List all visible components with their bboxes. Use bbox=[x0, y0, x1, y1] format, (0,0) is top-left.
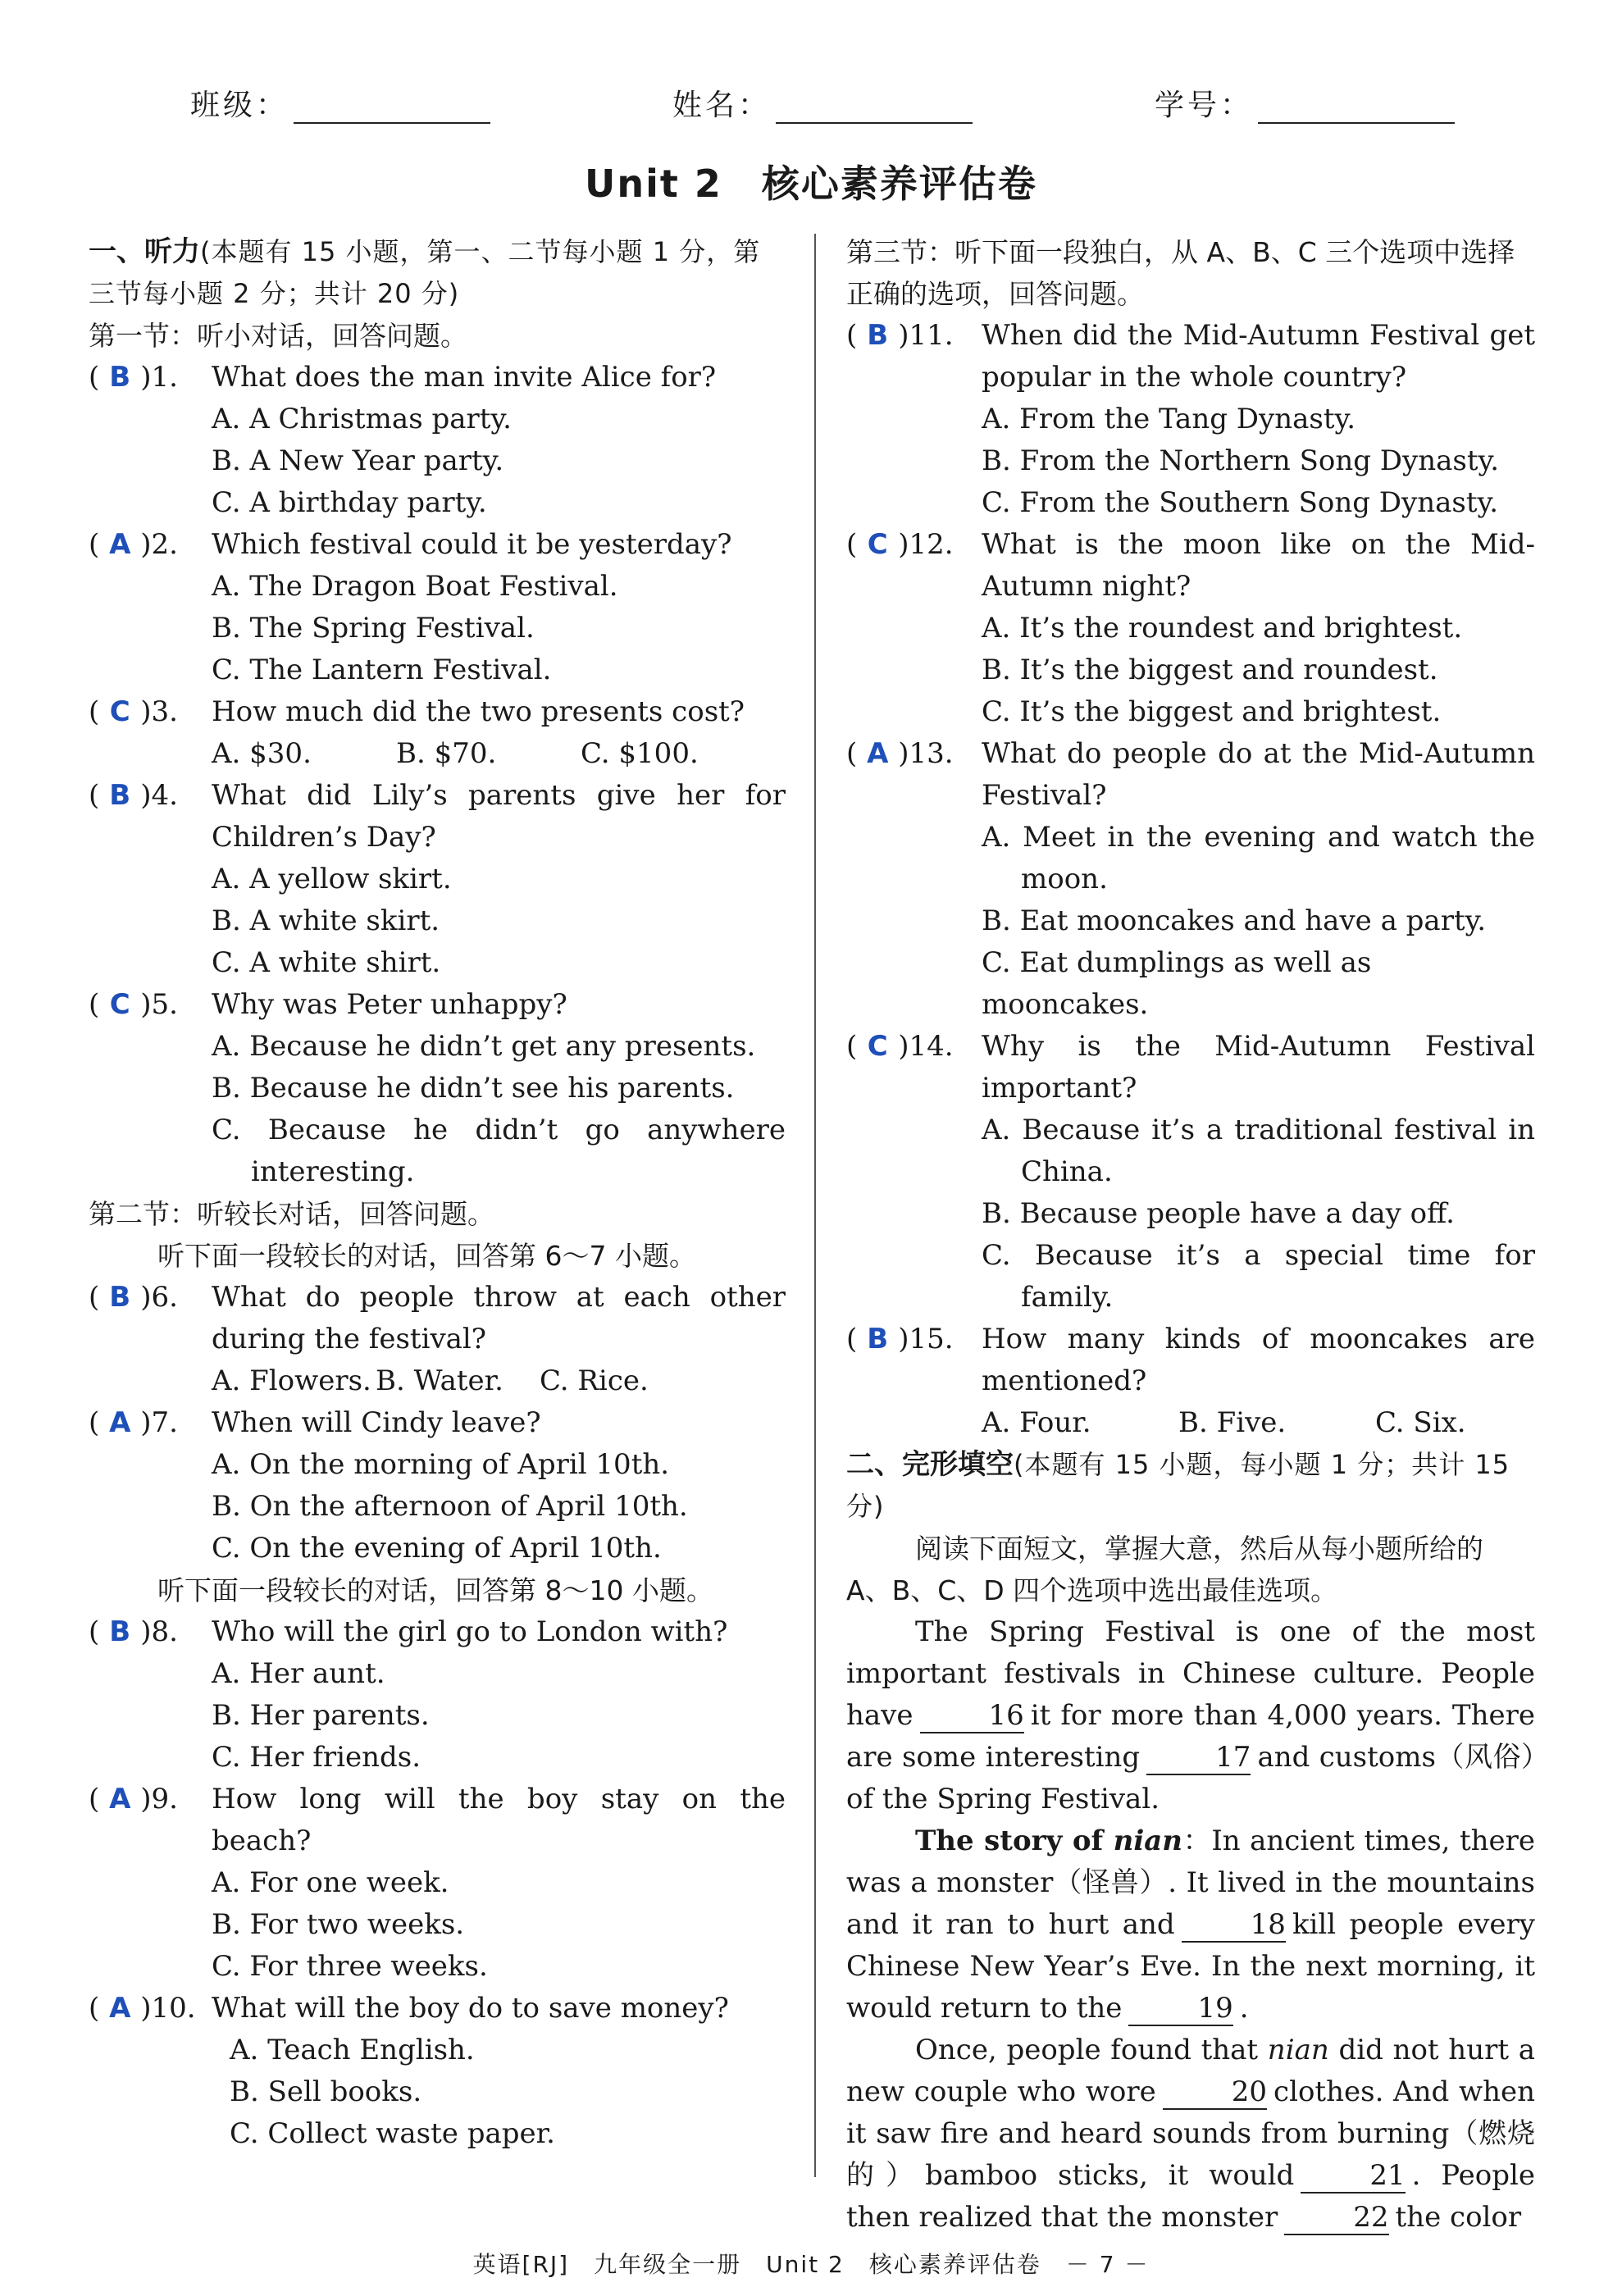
answer-15: B bbox=[867, 1323, 889, 1355]
question-14: ( C )14. Why is the Mid-Autumn Festival important? A. Because it’s a traditional festival in China. B. Because people have a day off. C. Because it’s a special time for family. bbox=[846, 1026, 1535, 1319]
question-12: ( C )12. What is the moon like on the Mid-Autumn night? A. It’s the roundest and brightest. B. It’s the biggest and roundest. C. It’s the biggest and brightest. bbox=[846, 524, 1535, 733]
option[interactable]: A. It’s the roundest and brightest. bbox=[982, 612, 1463, 645]
class-blank[interactable] bbox=[294, 88, 490, 124]
answer-5: C bbox=[109, 988, 130, 1021]
answer-7: A bbox=[109, 1406, 131, 1439]
option[interactable]: C. Collect waste paper. bbox=[230, 2117, 555, 2150]
option[interactable]: C. A birthday party. bbox=[212, 486, 487, 519]
option[interactable]: C. Six. bbox=[1375, 1406, 1466, 1439]
cloze-paragraph-3: Once, people found that nian did not hurt a new couple who wore 20 clothes. And when it saw fire and heard sounds from burning（燃烧的）bamboo sticks, it would 21 . People then realized that the monster 22 the color bbox=[846, 2034, 1535, 2234]
part2-heading: 第二节：听较长对话，回答问题。 bbox=[89, 1198, 494, 1230]
left-column bbox=[89, 231, 786, 2155]
option[interactable]: A. A yellow skirt. bbox=[212, 863, 452, 895]
question-2: ( A )2. Which festival could it be yesterday? A. The Dragon Boat Festival. B. The Spring Festival. C. The Lantern Festival. bbox=[89, 524, 786, 691]
option[interactable]: A. For one week. bbox=[212, 1866, 449, 1899]
option[interactable]: A. $30. bbox=[212, 737, 312, 770]
question-3: ( C )3. How much did the two presents cost? A. $30. B. $70. C. $100. bbox=[89, 691, 786, 775]
name-blank[interactable] bbox=[776, 88, 973, 124]
option[interactable]: B. Because he didn’t see his parents. bbox=[212, 1072, 735, 1105]
option[interactable]: C. Her friends. bbox=[212, 1741, 421, 1774]
option[interactable]: B. For two weeks. bbox=[212, 1908, 465, 1941]
student-id-field[interactable] bbox=[1155, 82, 1455, 124]
blank-20[interactable]: 20 bbox=[1163, 2075, 1267, 2110]
option-continuation: moon. bbox=[1021, 863, 1108, 895]
question-11: ( B )11. When did the Mid-Autumn Festival get popular in the whole country? A. From the Tang Dynasty. B. From the Northern Song Dynasty. C. From the Southern Song Dynasty. bbox=[846, 315, 1535, 524]
option[interactable]: B. Five. bbox=[1178, 1406, 1287, 1439]
question-8: ( B )8. Who will the girl go to London with? A. Her aunt. B. Her parents. C. Her friends. bbox=[89, 1611, 786, 1779]
option[interactable]: A. Because it’s a traditional festival in bbox=[982, 1114, 1535, 1146]
answer-14: C bbox=[867, 1030, 888, 1063]
class-field[interactable] bbox=[190, 82, 490, 124]
option[interactable]: B. Eat mooncakes and have a party. bbox=[982, 904, 1487, 937]
column-divider bbox=[814, 234, 816, 2177]
option[interactable]: B. The Spring Festival. bbox=[212, 612, 535, 645]
answer-11: B bbox=[867, 319, 889, 352]
question-5: ( C )5. Why was Peter unhappy? A. Because he didn’t get any presents. B. Because he didn’t see his parents. C. Because he didn’t go anywhere interesting. bbox=[89, 984, 786, 1193]
answer-3: C bbox=[109, 695, 130, 728]
cloze-instruction: 阅读下面短文，掌握大意，然后从每小题所给的 A、B、C、D 四个选项中选出最佳选项。 bbox=[846, 1533, 1483, 1606]
answer-13: A bbox=[867, 737, 889, 770]
option[interactable]: A. Teach English. bbox=[230, 2034, 475, 2066]
option[interactable]: C. Because he didn’t go anywhere bbox=[212, 1114, 786, 1146]
name-label: 姓名： bbox=[672, 89, 772, 122]
answer-10: A bbox=[109, 1992, 131, 2025]
option[interactable]: A. Four. bbox=[982, 1406, 1091, 1439]
option-continuation: China. bbox=[1021, 1155, 1113, 1188]
option[interactable]: B. From the Northern Song Dynasty. bbox=[982, 444, 1500, 477]
option[interactable]: A. The Dragon Boat Festival. bbox=[212, 570, 618, 603]
question-13: ( A )13. What do people do at the Mid-Autumn Festival? A. Meet in the evening and watch the moon. B. Eat mooncakes and have a party. C. Eat dumplings as well as mooncakes. bbox=[846, 733, 1535, 1026]
option[interactable]: C. A white shirt. bbox=[212, 946, 441, 979]
blank-19[interactable]: 19 bbox=[1128, 1992, 1232, 2026]
part3-heading: 第三节：听下面一段独白，从 A、B、C 三个选项中选择正确的选项，回答问题。 bbox=[846, 236, 1515, 310]
question-7: ( A )7. When will Cindy leave? A. On the morning of April 10th. B. On the afternoon of April 10th. C. On the evening of April 10th. bbox=[89, 1402, 786, 1569]
option[interactable]: B. Water. bbox=[376, 1364, 503, 1397]
question-4: ( B )4. What did Lily’s parents give her for Children’s Day? A. A yellow skirt. B. A white skirt. C. A white shirt. bbox=[89, 775, 786, 984]
class-label: 班级： bbox=[190, 89, 289, 122]
page-title: Unit 2 核心素养评估卷 bbox=[585, 162, 1037, 206]
answer-9: A bbox=[109, 1783, 131, 1815]
student-id-blank[interactable] bbox=[1258, 88, 1455, 124]
section2-heading: 二、完形填空(本题有 15 小题，每小题 1 分；共计 15 分) bbox=[846, 1448, 1510, 1522]
option[interactable]: A. Because he didn’t get any presents. bbox=[212, 1030, 756, 1063]
option[interactable]: B. On the afternoon of April 10th. bbox=[212, 1490, 688, 1523]
option[interactable]: C. The Lantern Festival. bbox=[212, 654, 552, 686]
option[interactable]: A. Meet in the evening and watch the bbox=[982, 821, 1535, 854]
question-6: ( B )6. What do people throw at each other during the festival? A. Flowers. B. Water. C. Rice. bbox=[89, 1277, 786, 1402]
option[interactable]: C. Eat dumplings as well as mooncakes. bbox=[982, 946, 1372, 1021]
option[interactable]: A. Flowers. bbox=[212, 1364, 371, 1397]
blank-22[interactable]: 22 bbox=[1284, 2201, 1388, 2235]
blank-18[interactable]: 18 bbox=[1182, 1908, 1286, 1943]
option[interactable]: B. Her parents. bbox=[212, 1699, 430, 1732]
option[interactable]: C. From the Southern Song Dynasty. bbox=[982, 486, 1499, 519]
question-15: ( B )15. How many kinds of mooncakes are mentioned? A. Four. B. Five. C. Six. bbox=[846, 1319, 1535, 1444]
answer-1: B bbox=[109, 361, 131, 394]
student-id-label: 学号： bbox=[1155, 89, 1254, 122]
option[interactable]: B. $70. bbox=[396, 737, 497, 770]
question-9: ( A )9. How long will the boy stay on the beach? A. For one week. B. For two weeks. C. For three weeks. bbox=[89, 1779, 786, 1988]
right-column bbox=[846, 231, 1535, 2239]
option[interactable]: B. Sell books. bbox=[230, 2075, 422, 2108]
answer-8: B bbox=[109, 1615, 131, 1648]
option[interactable]: C. It’s the biggest and brightest. bbox=[982, 695, 1442, 728]
option[interactable]: A. From the Tang Dynasty. bbox=[982, 403, 1356, 435]
option[interactable]: A. On the morning of April 10th. bbox=[212, 1448, 670, 1481]
student-info-header bbox=[0, 82, 1622, 131]
option[interactable]: B. It’s the biggest and roundest. bbox=[982, 654, 1438, 686]
option[interactable]: B. A white skirt. bbox=[212, 904, 440, 937]
answer-4: B bbox=[109, 779, 131, 812]
instruction-6-7: 听下面一段较长的对话，回答第 6～7 小题。 bbox=[157, 1240, 696, 1272]
question-10: ( A )10. What will the boy do to save money? A. Teach English. B. Sell books. C. Collect waste paper. bbox=[89, 1988, 786, 2155]
option-continuation: interesting. bbox=[251, 1155, 415, 1188]
page-footer: 英语[RJ] 九年级全一册 Unit 2 核心素养评估卷 － 7 － bbox=[472, 2251, 1150, 2278]
name-field[interactable] bbox=[672, 82, 973, 124]
answer-2: A bbox=[109, 528, 131, 561]
blank-16[interactable]: 16 bbox=[920, 1699, 1024, 1733]
option[interactable]: C. $100. bbox=[581, 737, 699, 770]
section1-heading: 一、听力(本题有 15 小题，第一、二节每小题 1 分，第三节每小题 2 分；共计 20 分) bbox=[89, 235, 761, 309]
option-continuation: family. bbox=[1021, 1281, 1114, 1314]
option[interactable]: B. Because people have a day off. bbox=[982, 1197, 1455, 1230]
option[interactable]: A. A Christmas party. bbox=[212, 403, 512, 435]
answer-6: B bbox=[109, 1281, 131, 1314]
answer-12: C bbox=[867, 528, 888, 561]
option[interactable]: C. For three weeks. bbox=[212, 1950, 488, 1983]
blank-21[interactable]: 21 bbox=[1301, 2159, 1405, 2194]
option[interactable]: C. On the evening of April 10th. bbox=[212, 1532, 662, 1565]
question-1: ( B )1. What does the man invite Alice for? A. A Christmas party. B. A New Year party. C. A birthday party. bbox=[89, 357, 786, 524]
instruction-8-10: 听下面一段较长的对话，回答第 8～10 小题。 bbox=[157, 1574, 713, 1606]
cloze-paragraph-1: The Spring Festival is one of the most important festivals in Chinese culture. People have 16 it for more than 4,000 years. There are some interesting 17 and customs（风俗）of the Spring Festival. bbox=[846, 1615, 1535, 1815]
cloze-paragraph-2: The story of nian：In ancient times, there was a monster（怪兽）. It lived in the mountains and it ran to hurt and 18 kill people every Chinese New Year’s Eve. In the next morning, it would return to the 19 . bbox=[846, 1824, 1536, 2025]
option[interactable]: B. A New Year party. bbox=[212, 444, 504, 477]
option[interactable]: C. Rice. bbox=[540, 1364, 649, 1397]
option[interactable]: C. Because it’s a special time for bbox=[982, 1239, 1535, 1272]
blank-17[interactable]: 17 bbox=[1146, 1741, 1251, 1775]
option[interactable]: A. Her aunt. bbox=[212, 1657, 385, 1690]
part1-heading: 第一节：听小对话，回答问题。 bbox=[89, 320, 467, 352]
